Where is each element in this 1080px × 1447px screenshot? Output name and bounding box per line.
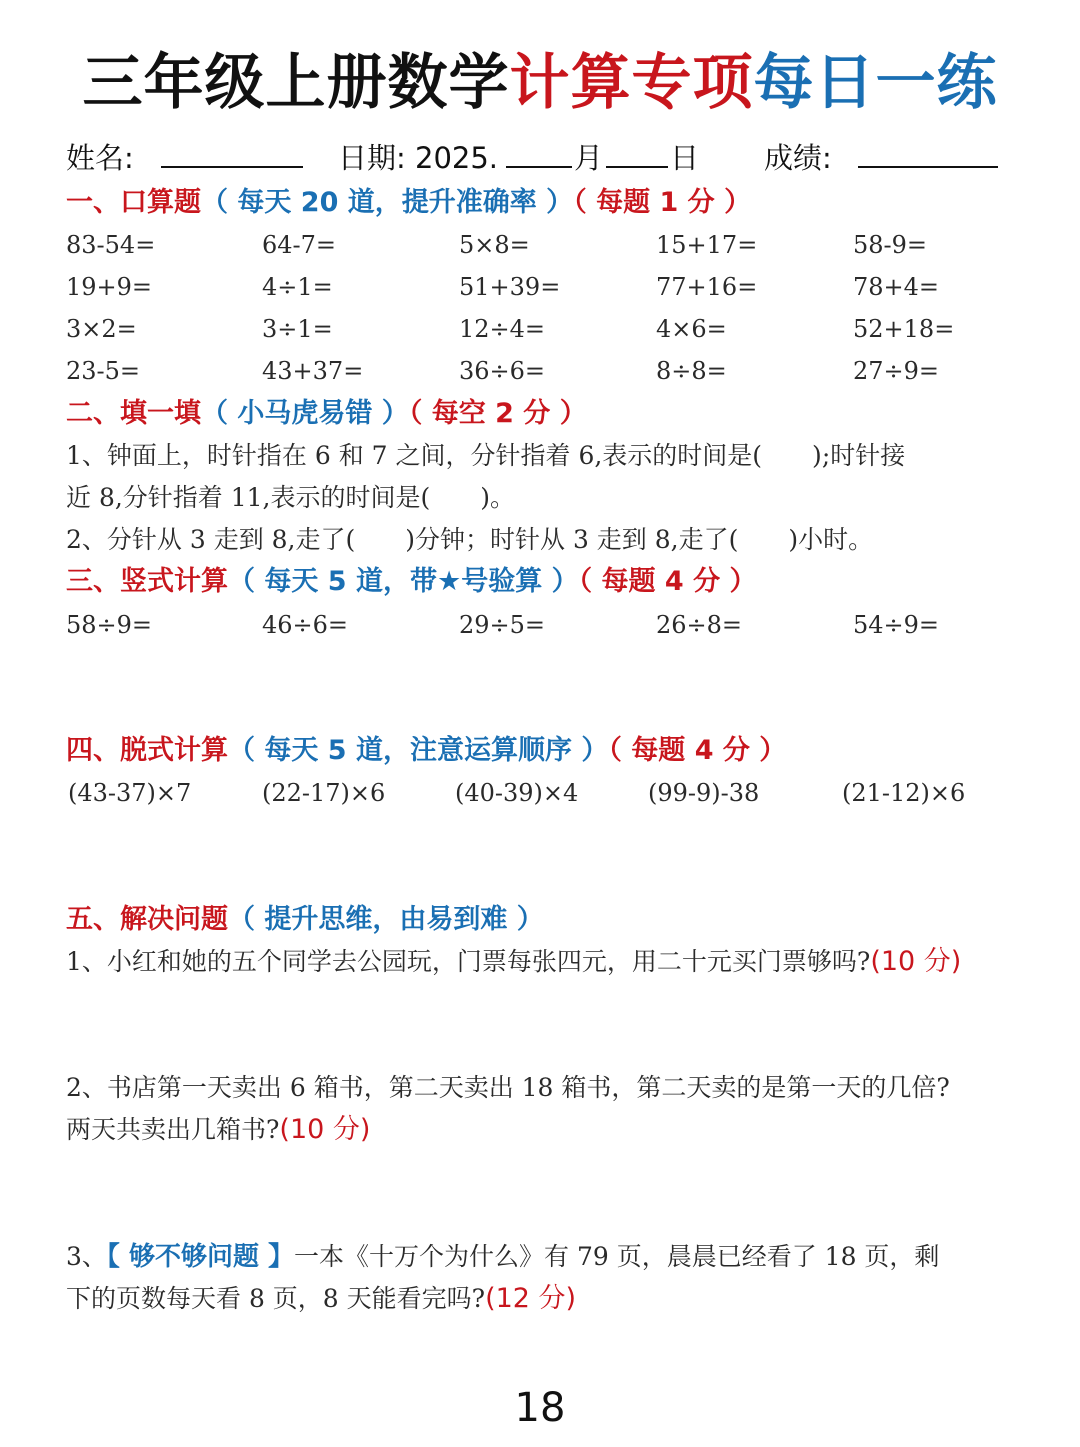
fill-question-2-text: 2、分针从 3 走到 8,走了( )分钟；时针从 3 走到 8,走了( )小时。	[66, 525, 874, 554]
vertical-problem: 46÷6=	[262, 611, 349, 639]
oral-problem: 77+16=	[656, 273, 758, 301]
oral-problem: 51+39=	[459, 273, 561, 301]
oral-problem: 52+18=	[853, 315, 955, 343]
fill-question-1	[66, 435, 1016, 519]
vertical-problem: 54÷9=	[853, 611, 940, 639]
vertical-problem: 26÷8=	[656, 611, 743, 639]
section2-heading	[66, 394, 587, 434]
page-number: 18	[514, 1385, 566, 1431]
step-problem: (22-17)×6	[262, 779, 386, 807]
word-problem-1	[66, 941, 1016, 983]
word-problem-3-line-1: 一本《十万个为什么》有 79 页，晨晨已经看了 18 页，剩	[294, 1242, 940, 1271]
student-info-row	[66, 136, 1016, 180]
section3-title: 三、竖式计算	[66, 566, 228, 597]
section5-note: （ 提升思维，由易到难 ）	[228, 904, 544, 935]
word-problem-1-points: (10 分)	[870, 946, 962, 977]
section1-note: （ 每天 20 道，提升准确率 ）	[201, 187, 574, 218]
day-label: 日	[670, 141, 700, 175]
oral-problem: 3×2=	[66, 315, 137, 343]
section1-points: （ 每题 1 分 ）	[573, 187, 752, 218]
oral-problem: 19+9=	[66, 273, 153, 301]
fill-question-2	[66, 519, 1016, 561]
title-part-grade: 三年级上册数学	[82, 48, 510, 118]
word-problem-2-line-2: 两天共卖出几箱书?	[66, 1115, 280, 1144]
oral-problem: 83-54=	[66, 231, 156, 259]
oral-problem: 4÷1=	[262, 273, 333, 301]
section4-note: （ 每天 5 道，注意运算顺序 ）	[228, 735, 609, 766]
section2-title: 二、填一填	[66, 398, 201, 429]
step-calc-row	[0, 772, 1080, 814]
section5-title: 五、解决问题	[66, 904, 228, 935]
date-label: 日期: 2025.	[338, 141, 499, 175]
step-problem: (43-37)×7	[68, 779, 192, 807]
title-part-topic: 计算专项	[509, 48, 754, 118]
word-problem-2-points: (10 分)	[279, 1114, 371, 1145]
name-label: 姓名:	[66, 141, 134, 175]
title-part-daily: 每日一练	[753, 48, 998, 118]
oral-problem: 78+4=	[853, 273, 940, 301]
section3-heading	[66, 562, 756, 602]
step-problem: (40-39)×4	[455, 779, 579, 807]
section3-points: （ 每题 4 分 ）	[578, 566, 757, 597]
section5-heading	[66, 900, 544, 940]
section4-heading	[66, 731, 786, 771]
section1-heading	[66, 183, 751, 223]
word-problem-2-line-1: 2、书店第一天卖出 6 箱书，第二天卖出 18 箱书，第二天卖的是第一天的几倍?	[66, 1073, 950, 1102]
oral-problem: 43+37=	[262, 357, 364, 385]
step-problem: (21-12)×6	[842, 779, 966, 807]
section4-title: 四、脱式计算	[66, 735, 228, 766]
oral-row-3	[0, 308, 1080, 350]
oral-row-4	[0, 350, 1080, 392]
word-problem-1-text: 1、小红和她的五个同学去公园玩，门票每张四元，用二十元买门票够吗?	[66, 947, 871, 976]
section2-points: （ 每空 2 分 ）	[408, 398, 587, 429]
word-problem-3-line-2: 下的页数每天看 8 页，8 天能看完吗?	[66, 1284, 486, 1313]
word-problem-3-points: (12 分)	[485, 1283, 577, 1314]
oral-problem: 15+17=	[656, 231, 758, 259]
oral-problem: 12÷4=	[459, 315, 546, 343]
section3-note: （ 每天 5 道，带★号验算 ）	[228, 566, 579, 597]
oral-problem: 27÷9=	[853, 357, 940, 385]
section1-title: 一、口算题	[66, 187, 201, 218]
vertical-problem: 58÷9=	[66, 611, 153, 639]
oral-problem: 5×8=	[459, 231, 530, 259]
section2-note: （ 小马虎易错 ）	[201, 398, 409, 429]
oral-problem: 23-5=	[66, 357, 141, 385]
vertical-problem: 29÷5=	[459, 611, 546, 639]
oral-row-2	[0, 266, 1080, 308]
oral-problem: 4×6=	[656, 315, 727, 343]
word-problem-3-prefix: 3、	[66, 1242, 107, 1271]
oral-problem: 64-7=	[262, 231, 337, 259]
month-label: 月	[574, 141, 604, 175]
oral-problem: 58-9=	[853, 231, 928, 259]
oral-problem: 8÷8=	[656, 357, 727, 385]
page-title	[0, 45, 1080, 121]
word-problem-3	[66, 1236, 1016, 1320]
oral-problem: 36÷6=	[459, 357, 546, 385]
score-label: 成绩:	[764, 141, 832, 175]
word-problem-2	[66, 1067, 1016, 1151]
vertical-calc-row	[0, 604, 1080, 646]
section4-points: （ 每题 4 分 ）	[608, 735, 787, 766]
oral-problem: 3÷1=	[262, 315, 333, 343]
fill-question-1-line-2: 近 8,分针指着 11,表示的时间是( )。	[66, 483, 516, 512]
word-problem-3-tag: 【 够不够问题 】	[106, 1242, 295, 1272]
oral-row-1	[0, 224, 1080, 266]
step-problem: (99-9)-38	[648, 779, 760, 807]
fill-question-1-line-1: 1、钟面上，时针指在 6 和 7 之间，分针指着 6,表示的时间是( );时针接	[66, 441, 906, 470]
